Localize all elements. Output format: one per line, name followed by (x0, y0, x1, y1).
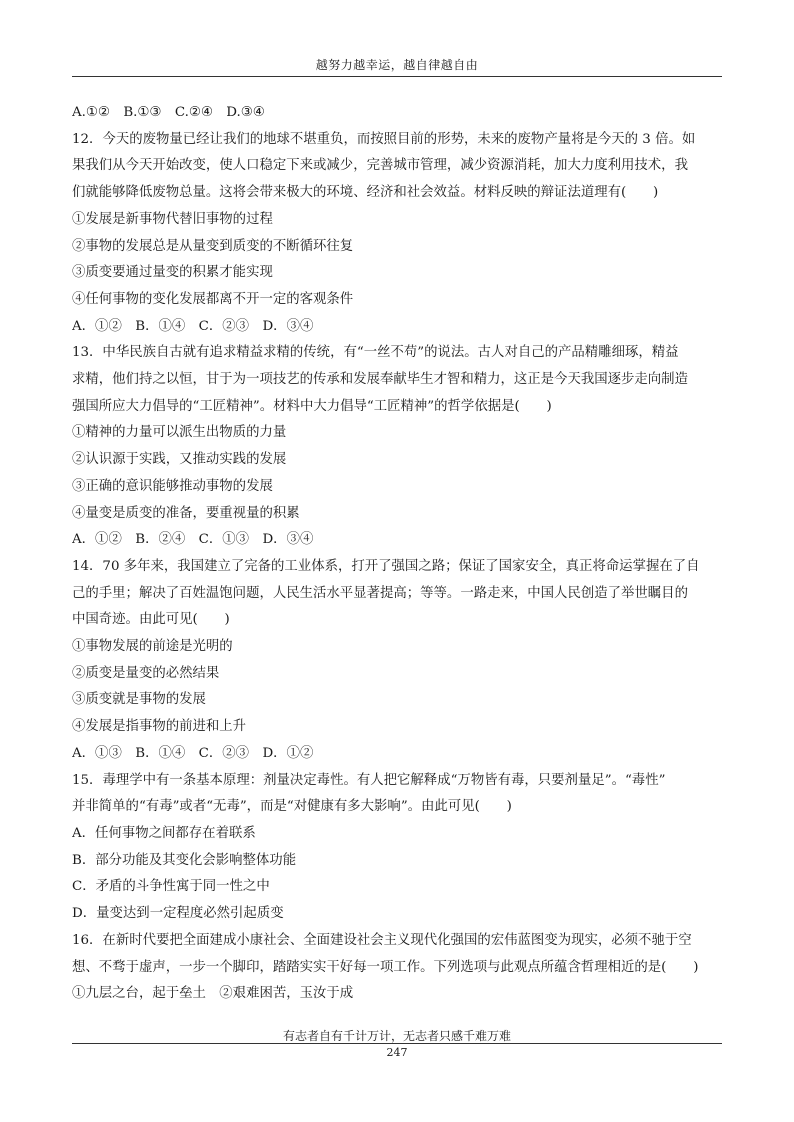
text-line: ④量变是质变的准备，要重视量的积累 (72, 505, 300, 521)
text-line: 想、不骛于虚声，一步一个脚印，踏踏实实干好每一项工作。下列选项与此观点所蕴含哲理相近的是( ) (72, 959, 699, 975)
text-line: 中国奇迹。由此可见( ) (72, 612, 230, 628)
text-line: 12．今天的废物量已经让我们的地球不堪重负，而按照目前的形势，未来的废物产量将是今天的 3 倍。如 (72, 131, 696, 147)
text-line: A．①② B．①④ C．②③ D．③④ (72, 318, 314, 334)
text-line: 果我们从今天开始改变，使人口稳定下来或减少，完善城市管理，减少资源消耗，加大力度利用技术，我 (72, 158, 688, 174)
text-line: 并非简单的“有毒”或者“无毒”，而是“对健康有多大影响”。由此可见( ) (72, 799, 512, 815)
text-line: ④任何事物的变化发展都离不开一定的客观条件 (72, 291, 354, 307)
text-line: 求精，他们持之以恒，甘于为一项技艺的传承和发展奉献毕生才智和精力，这正是今天我国逐步走向制造 (72, 372, 688, 388)
text-line: C．矛盾的斗争性寓于同一性之中 (72, 879, 270, 895)
text-line: ③质变就是事物的发展 (72, 692, 206, 708)
text-line: ②质变是量变的必然结果 (72, 665, 220, 681)
header-divider (72, 76, 722, 77)
text-line: 己的手里；解决了百姓温饱问题，人民生活水平显著提高；等等。一路走来，中国人民创造了举世瞩目的 (72, 585, 688, 601)
text-line: B．部分功能及其变化会影响整体功能 (72, 852, 297, 868)
text-line: A.①② B.①③ C.②④ D.③④ (72, 105, 265, 120)
text-line: ①事物发展的前途是光明的 (72, 639, 233, 655)
page-footer-motto: 有志者自有千计万计，无志者只感千难万难 (282, 1029, 511, 1043)
text-line: 16．在新时代要把全面建成小康社会、全面建设社会主义现代化强国的宏伟蓝图变为现实，必须不驰于空 (72, 932, 692, 948)
text-line: 15．毒理学中有一条基本原理：剂量决定毒性。有人把它解释成“万物皆有毒，只要剂量足”。“毒性” (72, 772, 666, 788)
text-line: D．量变达到一定程度必然引起质变 (72, 906, 284, 922)
text-line: A．①③ B．①④ C．②③ D．①② (72, 745, 314, 761)
text-line: 强国所应大力倡导的“工匠精神”。材料中大力倡导“工匠精神”的哲学依据是( ) (72, 398, 552, 414)
text-line: ③质变要通过量变的积累才能实现 (72, 265, 273, 281)
text-line: ④发展是指事物的前进和上升 (72, 719, 247, 735)
text-line: ②认识源于实践，又推动实践的发展 (72, 452, 287, 468)
text-line: ②事物的发展总是从量变到质变的不断循环往复 (72, 238, 354, 254)
text-line: 们就能够降低废物总量。这将会带来极大的环境、经济和社会效益。材料反映的辩证法道理有( ) (72, 185, 659, 201)
page-header-motto: 越努力越幸运，越自律越自由 (315, 58, 479, 72)
document-body (72, 100, 722, 1008)
page-number: 247 (386, 1046, 408, 1059)
text-line: ③正确的意识能够推动事物的发展 (72, 478, 273, 494)
text-line: A．①② B．②④ C．①③ D．③④ (72, 532, 314, 548)
text-line: ①发展是新事物代替旧事物的过程 (72, 211, 273, 227)
text-line: ①精神的力量可以派生出物质的力量 (72, 425, 287, 441)
text-line: ①九层之台，起于垒土 ②艰难困苦，玉汝于成 (72, 986, 354, 1002)
text-line: 13．中华民族自古就有追求精益求精的传统，有“一丝不苟”的说法。古人对自己的产品精雕细琢，精益 (72, 345, 679, 361)
text-line: 14．70 多年来，我国建立了完备的工业体系，打开了强国之路；保证了国家安全，真正将命运掌握在了自 (72, 558, 700, 574)
footer-divider (72, 1043, 722, 1044)
text-line: A．任何事物之间都存在着联系 (72, 825, 256, 841)
